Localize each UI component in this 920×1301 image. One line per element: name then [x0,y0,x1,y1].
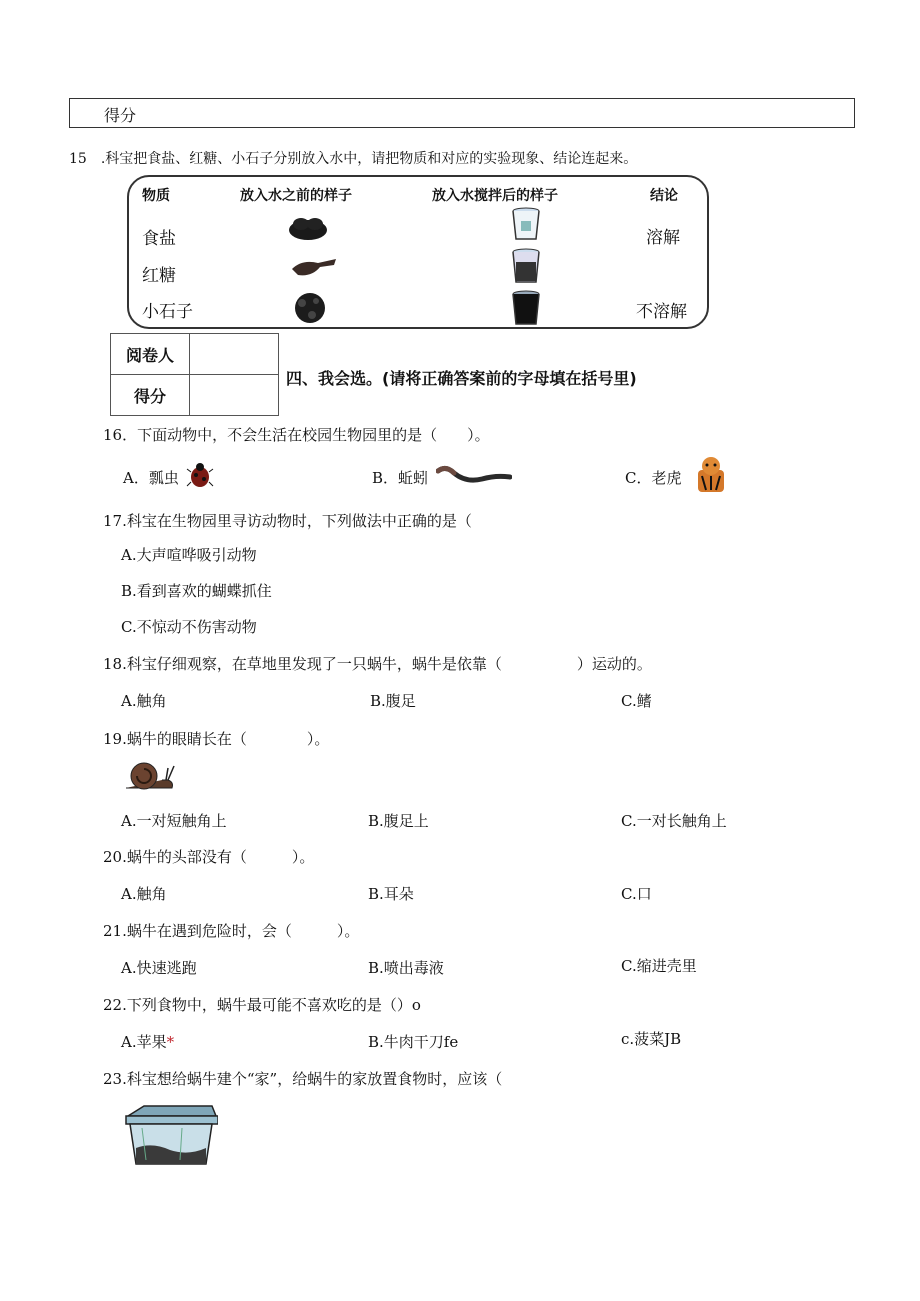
earthworm-icon [436,463,512,489]
score-label: 得分 [104,106,137,125]
q19-option-b: B.腹足上 [368,812,429,830]
q20-option-a: A.触角 [121,885,167,903]
cup-brown-image [511,248,541,284]
reviewer-blank [190,334,279,375]
q16-option-b: B．蚯蚓 [372,469,429,487]
question-18: 18.科宝仔细观察，在草地里发现了一只蜗牛，蜗牛是依靠（ ）运动的。 [103,655,652,673]
q18-option-b: B.腹足 [370,692,416,710]
q19-option-a: A.一对短触角上 [121,812,227,830]
snail-icon [122,760,180,792]
question-21: 21.蜗牛在遇到危险时，会（ ）。 [103,922,360,940]
score-bar [69,98,855,128]
header-conclusion: 结论 [650,188,678,204]
q17-option-c: C.不惊动不伤害动物 [121,618,257,636]
q21-option-c: C.缩进壳里 [621,957,697,975]
question-17: 17.科宝在生物园里寻访动物时，下列做法中正确的是（ [103,512,472,530]
salt-pile-image [286,212,330,242]
q21-option-b: B.喷出毒液 [368,959,444,977]
q20-option-c: C.口 [621,885,652,903]
q18-option-a: A.触角 [121,692,167,710]
q22-option-a [121,1031,174,1052]
score-blank [190,375,279,416]
section-4-title: 四、我会选。(请将正确答案前的字母填在括号里) [286,369,637,388]
experiment-panel [127,175,709,329]
header-after: 放入水搅拌后的样子 [432,188,558,204]
tiger-icon [692,456,730,496]
substance-salt: 食盐 [142,229,176,249]
q17-option-a: A.大声喧哗吸引动物 [121,546,257,564]
brown-sugar-image [290,255,338,277]
grader-table [110,333,279,416]
substance-pebbles: 小石子 [142,302,193,322]
grader-score-label: 得分 [111,375,190,416]
cup-dark-image [511,290,541,326]
question-23: 23.科宝想给蜗牛建个“家”，给蜗牛的家放置食物时，应该（ [103,1070,503,1088]
question-19: 19.蜗牛的眼睛长在（ ）。 [103,730,330,748]
ladybug-icon [186,460,214,490]
q22-option-c: c.菠菜JB [621,1030,682,1048]
header-substance: 物质 [142,188,170,204]
question-22: 22.下列食物中，蜗牛最可能不喜欢吃的是（）o [103,996,421,1014]
q22-option-a-label: A.苹果 [121,1033,167,1051]
q19-option-c: C.一对长触角上 [621,812,727,830]
reviewer-label: 阅卷人 [111,334,190,375]
q20-option-b: B.耳朵 [368,885,414,903]
q22-option-b: B.牛肉干刀fe [368,1033,459,1051]
substance-brown-sugar: 红糖 [142,266,176,286]
question-20: 20.蜗牛的头部没有（ ）。 [103,848,315,866]
q22-option-a-mark: * [166,1033,175,1051]
snail-habitat-box-image [122,1102,218,1168]
question-15: 15 .科宝把食盐、红糖、小石子分别放入水中，请把物质和对应的实验现象、结论连起来。 [69,151,638,167]
header-before: 放入水之前的样子 [240,188,352,204]
pebbles-image [290,291,330,325]
cup-clear-image [511,207,541,241]
q21-option-a: A.快速逃跑 [121,959,197,977]
q16-option-a: A．瓢虫 [123,469,179,487]
conclusion-dissolve: 溶解 [646,228,680,248]
conclusion-not-dissolve: 不溶解 [636,302,687,322]
question-16: 16．下面动物中，不会生活在校园生物园里的是（ ）。 [103,426,490,444]
q17-option-b: B.看到喜欢的蝴蝶抓住 [121,582,272,600]
q18-option-c: C.鳍 [621,692,652,710]
q16-option-c: C．老虎 [625,469,682,487]
